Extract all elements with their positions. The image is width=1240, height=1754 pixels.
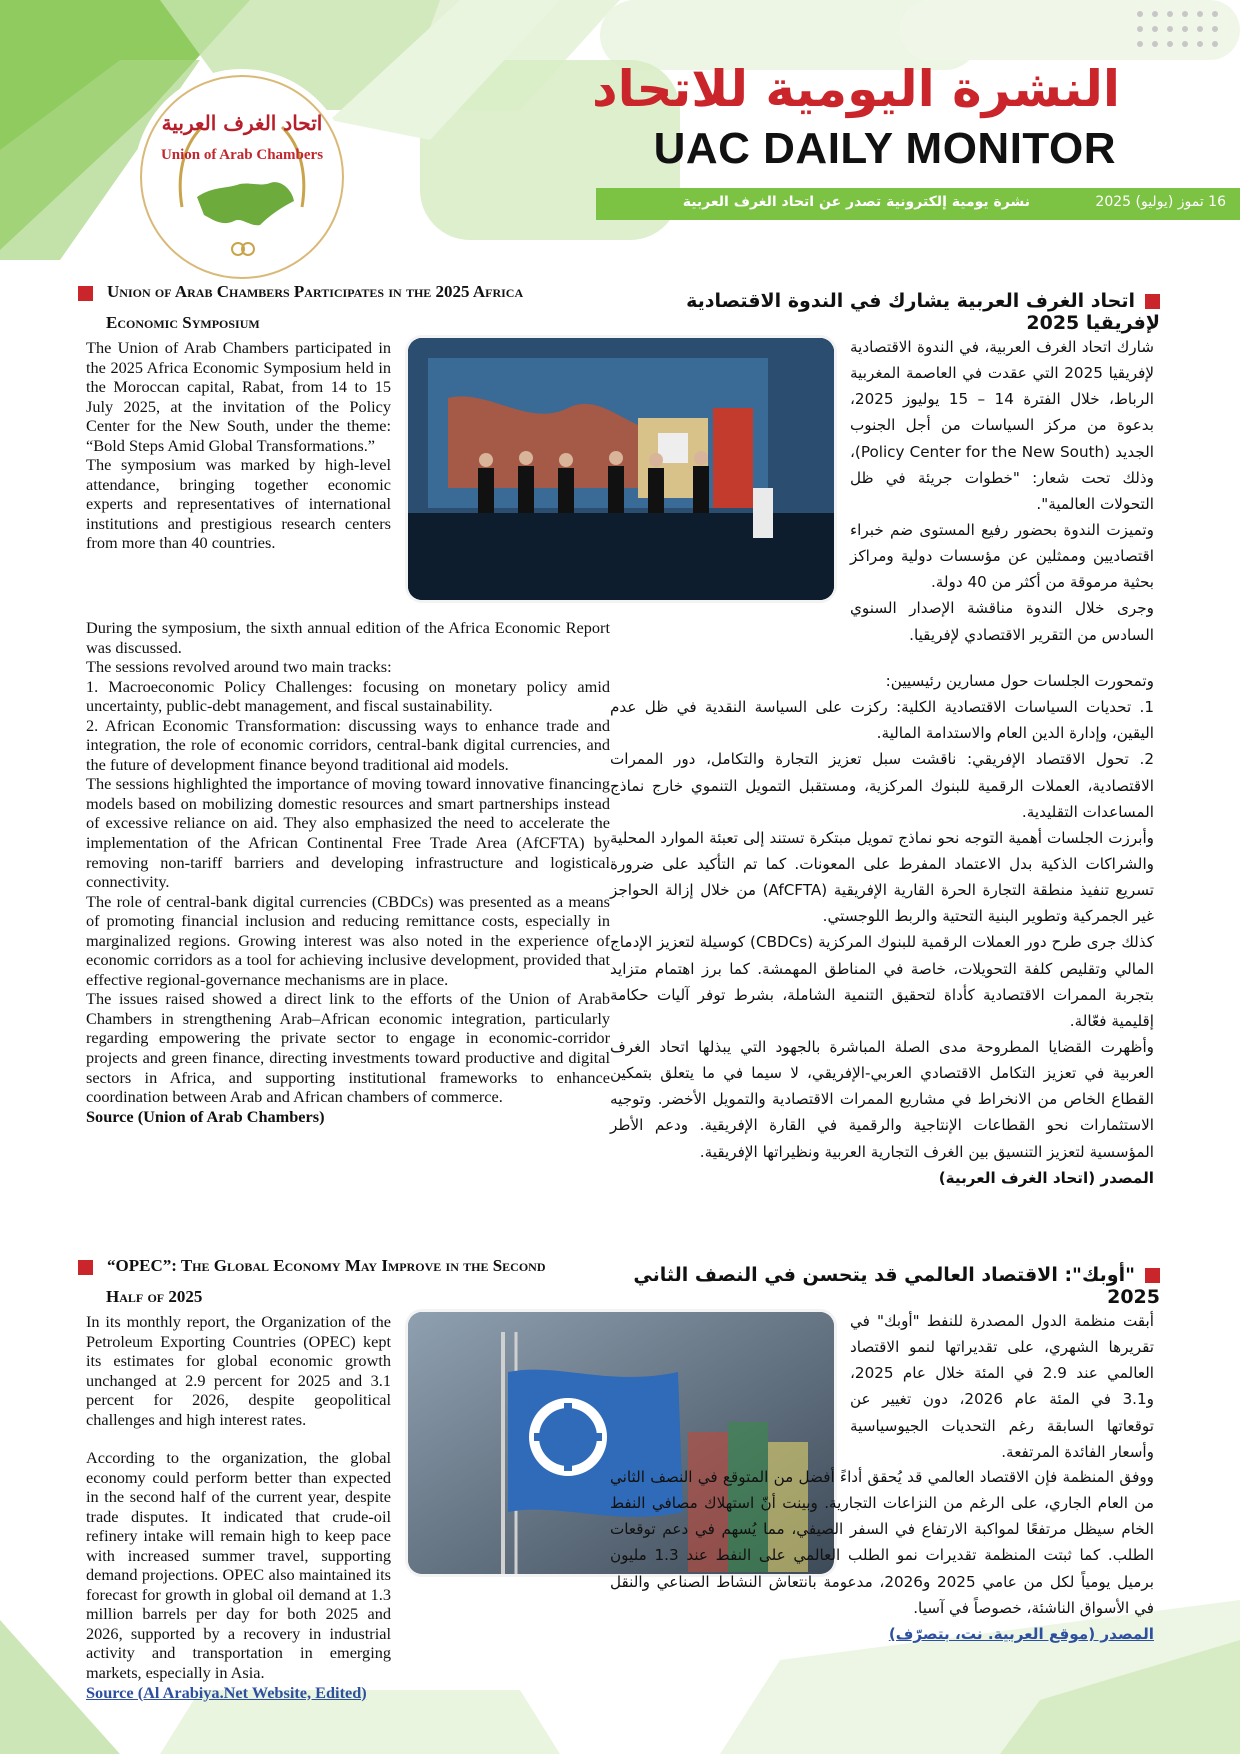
masthead-title-english: UAC DAILY MONITOR	[653, 124, 1116, 173]
article2-arabic-text-top: أبقت منظمة الدول المصدرة للنفط "أوبك" في تقريرها الشهري، على تقديراتها لنمو الاقتصاد العالمي عند 2.9 في المئة خلال عام 2025، و3.1 في المئة عام 2026، دون تغيير عن توقعاتها السابقة رغم التحديات الجيوسياسية وأسعار الفائدة المرتفعة.	[850, 1312, 1154, 1461]
red-square-icon	[78, 1260, 93, 1275]
conference-photo-icon	[408, 338, 834, 600]
date-bar	[596, 188, 1240, 220]
uac-logo	[140, 75, 344, 279]
red-square-icon	[1145, 1268, 1160, 1283]
article2-english-text-top: In its monthly report, the Organization of the Petroleum Exporting Countries (OPEC) kept its estimates for global economic growth unchanged at 2.9 percent for 2025 and 3.1 percent for 2026, despite geopolitical challenges and high interest rates.	[86, 1312, 391, 1429]
article1-source-arabic: المصدر (اتحاد الغرف العربية)	[938, 1168, 1154, 1187]
article2-source-arabic-link[interactable]: المصدر (موقع العربية. نت، بتصرّف)	[888, 1624, 1154, 1643]
article2-english-text-bottom: According to the organization, the global economy could perform better than expected in the second half of the current year, despite trade disputes. It indicated that crude-oil refinery intake will remain high to keep pace with increased summer travel, supporting demand projections. OPEC also maintained its forecast for growth in global oil demand at 1.3 million barrels per day for both 2025 and 2026, supported by a recovery in industrial activity and transportation in emerging markets, especially in Asia. Source (Al Arabiya.Net Website, Edited)	[86, 1448, 610, 1702]
logo-emblem-icon	[142, 77, 342, 277]
conference-panel-photo	[408, 338, 834, 600]
article1-headline-arabic: اتحاد الغرف العربية يشارك في الندوة الاقتصادية لإفريقيا 2025	[686, 290, 1160, 334]
red-square-icon	[78, 286, 93, 301]
article1-headline-english: Union of Arab Chambers Participates in the 2025 Africa Economic Symposium	[78, 276, 618, 339]
issue-date: 16 تموز (يوليو) 2025	[1095, 194, 1226, 210]
red-square-icon	[1145, 294, 1160, 309]
article1-arabic-text-top: شارك اتحاد الغرف العربية، في الندوة الاقتصادية لإفريقيا 2025 التي عقدت في العاصمة المغربية الرباط، خلال الفترة 14 – 15 يوليوز 2025، بدعوة من مركز السياسات من أجل الجنوب الجديد (Policy Center for the New South)، وذلك تحت شعار: "خطوات جريئة في ظل التحولات العالمية". وتميزت الندوة بحضور رفيع المستوى ضم خبراء اقتصاديين وممثلين عن مؤسسات دولية ومراكز بحثية مرموقة من أكثر من 40 دولة. وجرى خلال الندوة مناقشة الإصدار السنوي السادس من التقرير الاقتصادي لإفريقيا.	[850, 338, 1155, 644]
tagline: نشرة يومية إلكترونية تصدر عن اتحاد الغرف العربية	[682, 194, 1030, 210]
article1-english-text-bottom: During the symposium, the sixth annual edition of the Africa Economic Report was discussed. The sessions revolved around two main tracks: 1. Macroeconomic Policy Challenges: focusing on monetary policy amid uncertainty, public-debt management, and fiscal sustainability. 2. African Economic Transformation: discussing ways to enhance trade and integration, the role of economic corridors, central-bank digital currencies, and the future of development finance beyond traditional aid models. The sessions highlighted the importance of moving toward innovative financing models based on mobilizing domestic resources and smart partnerships instead of excessive reliance on aid. They also emphasized the need to accelerate the implementation of the African Continental Free Trade Area (AfCFTA) by removing non-tariff barriers and developing infrastructure and logistical connectivity. The role of central-bank digital currencies (CBDCs) was presented as a means of promoting financial inclusion and reducing remittance costs, especially in marginalized regions. Growing interest was also noted in the experience of economic corridors as a tool for achieving inclusive development, provided that effective regional-governance mechanisms are in place. The issues raised showed a direct link to the efforts of the Union of Arab Chambers in strengthening Arab–African economic integration, particularly regarding empowering the private sector to engage in economic-corridor projects and green finance, directing investments toward productive and digital sectors in Africa, and supporting institutional frameworks to enhance coordination between Arab and African chambers of commerce. Source (Union of Arab Chambers)	[86, 618, 610, 1126]
article1-arabic-text-bottom: وتمحورت الجلسات حول مسارين رئيسيين: 1. تحديات السياسات الاقتصادية الكلية: ركزت على السياسة النقدية في ظل عدم اليقين، وإدارة الدين العام والاستدامة المالية. 2. تحول الاقتصاد الإفريقي: ناقشت سبل تعزيز التجارة والتكامل، دور الممرات الاقتصادية، العملات الرقمية للبنوك المركزية، ومستقبل التمويل التنموي خارج نماذج المساعدات التقليدية. وأبرزت الجلسات أهمية التوجه نحو نماذج تمويل مبتكرة تستند إلى تعبئة الموارد المحلية والشراكات الذكية بدل الاعتماد المفرط على المعونات. كما تم التأكيد على ضرورة تسريع تنفيذ منطقة التجارة الحرة القارية الإفريقية (AfCFTA) من خلال إزالة الحواجز غير الجمركية وتطوير البنية التحتية والربط اللوجستي. كذلك جرى طرح دور العملات الرقمية للبنوك المركزية (CBDCs) كوسيلة لتعزيز الإدماج المالي وتقليص كلفة التحويلات، خاصة في المناطق المهمشة. كما برز اهتمام متزايد بتجربة الممرات الاقتصادية كأداة لتحقيق التنمية الشاملة، بشرط توفر آليات حكامة إقليمية فعّالة. وأظهرت القضايا المطروحة مدى الصلة المباشرة بالجهود التي يبذلها اتحاد الغرف العربية في تعزيز التكامل الاقتصادي العربي-الإفريقي، لا سيما في ما يتعلق بتمكين القطاع الخاص من الانخراط في مشاريع الممرات الاقتصادية والتمويل الأخضر. وتوجيه الاستثمارات نحو القطاعات الإنتاجية والرقمية في القارة الإفريقية. ودعم الأطر المؤسسية لتعزيز التنسيق بين الغرف التجارية العربية ونظيراتها الإفريقية. المصدر (اتحاد الغرف العربية)	[610, 668, 1154, 1191]
article1-english-text-top: The Union of Arab Chambers participated in the 2025 Africa Economic Symposium held in the Moroccan capital, Rabat, from 14 to 15 July 2025, at the invitation of the Policy Center for the New South, under the theme: “Bold Steps Amid Global Transformations.” The symposium was marked by high-level attendance, bringing together economic experts and representatives of international institutions and prestigious research centers from more than 40 countries.	[86, 338, 391, 553]
article2-headline-english: “OPEC”: The Global Economy May Improve in the Second Half of 2025	[78, 1250, 618, 1313]
logo-arabic-text: اتحاد الغرف العربية	[161, 111, 323, 135]
article2-source-link[interactable]: Source (Al Arabiya.Net Website, Edited)	[86, 1682, 367, 1702]
article1-source-english: Source (Union of Arab Chambers)	[86, 1106, 325, 1126]
masthead-title-arabic: النشرة اليومية للاتحاد	[592, 60, 1120, 118]
logo-english-text: Union of Arab Chambers	[160, 147, 324, 163]
article2-headline-arabic: "أوبك": الاقتصاد العالمي قد يتحسن في النصف الثاني 2025	[633, 1264, 1160, 1308]
article2-arabic-text-bottom: ووفق المنظمة فإن الاقتصاد العالمي قد يُحقق أداءً أفضل من المتوقع في النصف الثاني من العام الجاري، على الرغم من النزاعات التجارية. وبينت أنّ استهلاك مصافي النفط الخام سيظل مرتفعًا لمواكبة الارتفاع في السفر الصيفي، مما يُسهم في دعم توقعات الطلب. كما ثبتت المنظمة تقديرات نمو الطلب العالمي على النفط عند 1.3 مليون برميل يومياً لكل من عامي 2025 و2026، مدعومة بانتعاش النشاط الصناعي والنقل في الأسواق الناشئة، خصوصاً في آسيا. المصدر (موقع العربية. نت، بتصرّف)	[610, 1464, 1154, 1647]
